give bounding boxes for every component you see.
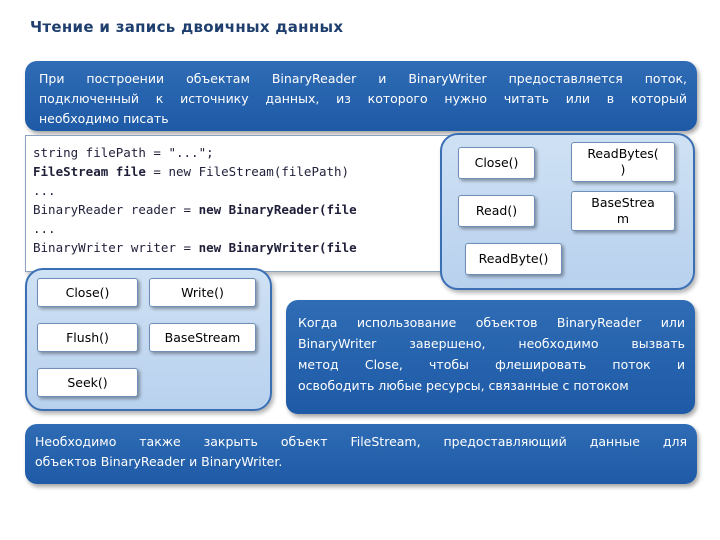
filestream-note-line: Необходимо также закрыть объект FileStream, предоставляющий данные для	[35, 434, 687, 449]
read-bytes-label: )	[620, 162, 626, 177]
reader-read-button[interactable]: Read()	[458, 195, 535, 227]
intro-line: подключенный к источнику данных, из которого нужно читать или в который	[39, 91, 687, 106]
code-line: new BinaryReader(file	[198, 202, 357, 217]
code-line: BinaryReader reader =	[33, 202, 199, 217]
writer-close-button[interactable]: Close()	[37, 278, 138, 307]
writer-seek-button[interactable]: Seek()	[37, 368, 138, 397]
base-stream-label: m	[616, 211, 630, 226]
intro-line: необходимо писать	[39, 111, 169, 126]
filestream-note	[25, 424, 697, 484]
close-note	[286, 300, 695, 414]
intro-note	[25, 61, 697, 131]
filestream-note-line: объектов BinaryReader и BinaryWriter.	[35, 454, 283, 469]
code-line: new BinaryWriter(file	[198, 240, 357, 255]
intro-line: При построении объектам BinaryReader и BinaryWriter предоставляется поток,	[39, 71, 687, 86]
code-line: string filePath = "...";	[33, 145, 214, 160]
code-line: ...	[33, 183, 56, 198]
close-note-line: BinaryWriter завершено, необходимо вызвать	[298, 336, 685, 351]
code-line: ...	[33, 221, 56, 236]
binary-reader-methods-panel	[440, 133, 695, 290]
close-note-line: метод Close, чтобы флешировать поток и	[298, 357, 685, 372]
read-bytes-label: ReadBytes(	[587, 146, 659, 161]
base-stream-label: BaseStrea	[591, 195, 655, 210]
writer-base-stream-button[interactable]: BaseStream	[149, 323, 256, 352]
code-line: FileStream file	[33, 164, 146, 179]
reader-read-bytes-button[interactable]	[571, 142, 675, 182]
code-line: = new FileStream(filePath)	[145, 164, 350, 179]
close-note-line: Когда использование объектов BinaryReader или	[298, 315, 685, 330]
close-note-line: освободить любые ресурсы, связанные с потоком	[298, 378, 629, 393]
page-title: Чтение и запись двоичных данных	[30, 18, 344, 36]
binary-writer-methods-panel	[25, 268, 272, 411]
reader-read-byte-button[interactable]: ReadByte()	[465, 243, 562, 275]
writer-flush-button[interactable]: Flush()	[37, 323, 138, 352]
reader-base-stream-button[interactable]	[571, 191, 675, 231]
writer-write-button[interactable]: Write()	[149, 278, 256, 307]
reader-close-button[interactable]: Close()	[458, 147, 535, 179]
code-line: BinaryWriter writer =	[33, 240, 199, 255]
